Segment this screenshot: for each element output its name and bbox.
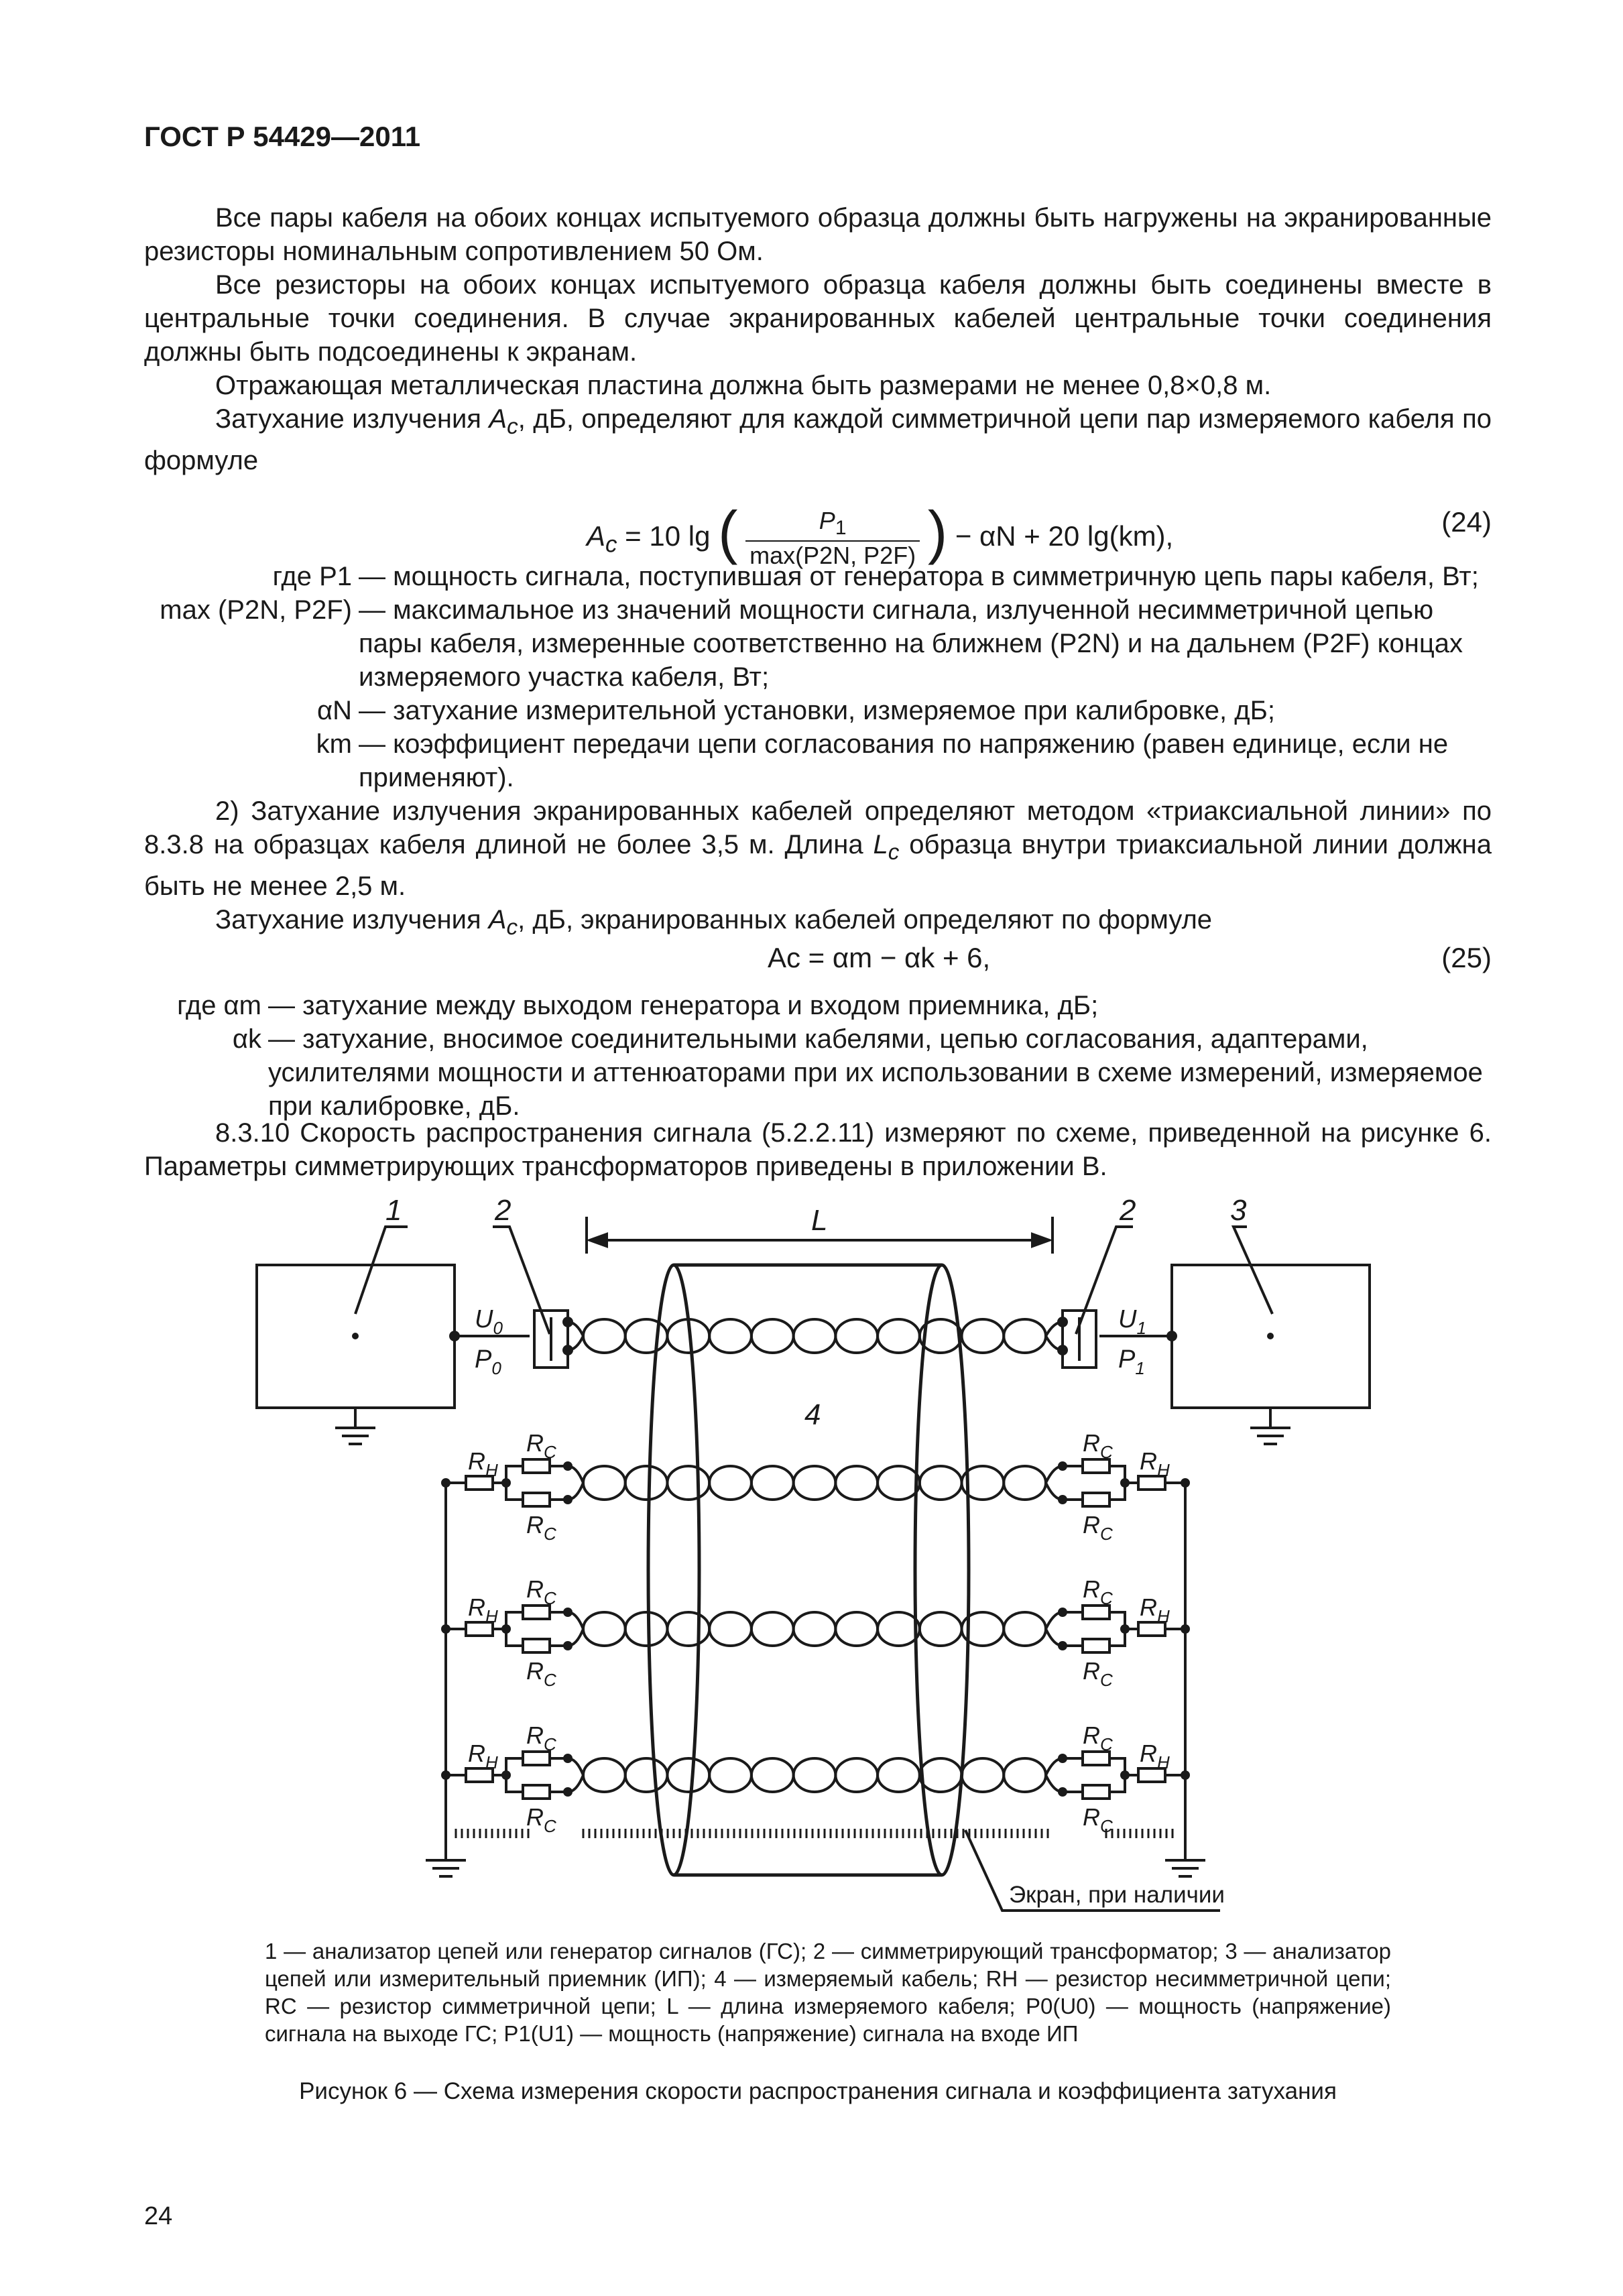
twisted-pair-segment xyxy=(835,1319,878,1353)
formula-24: $A_c = 10$ lg ( $P_1$ max(P2N, P2F) ) − αN + 20 lg(km), (24) xyxy=(587,499,1492,569)
twisted-pair-segment xyxy=(752,1319,794,1353)
twisted-pair-segment xyxy=(794,1758,836,1792)
label-2-left: 2 xyxy=(495,1194,512,1227)
twisted-pair-segment xyxy=(962,1758,1004,1792)
resistor-rc xyxy=(1083,1785,1109,1799)
twisted-pair-segment xyxy=(667,1758,709,1792)
twisted-pair-segment xyxy=(667,1612,709,1646)
twisted-pair-segment xyxy=(1004,1612,1046,1646)
twisted-pair-segment xyxy=(709,1758,752,1792)
resistor-label-rc: $R_C$ xyxy=(526,1721,556,1754)
terminal-dot xyxy=(1057,1345,1068,1355)
twisted-pair-segment xyxy=(1004,1758,1046,1792)
definition-item: αN — затухание измерительной установки, измеряемое при калибровке, дБ; xyxy=(316,696,1275,725)
terminal-dot xyxy=(563,1461,573,1471)
document-header: ГОСТ Р 54429—2011 xyxy=(144,121,421,152)
paragraph: Отражающая металлическая пластина должна быть размерами не менее 0,8×0,8 м. xyxy=(215,371,1272,400)
cable-shield-right-end xyxy=(915,1265,969,1875)
twisted-pair-segment xyxy=(583,1466,625,1500)
twisted-pair-segment xyxy=(920,1612,962,1646)
resistor-label-rc: $R_C$ xyxy=(1083,1575,1113,1608)
terminal-dot xyxy=(1058,1641,1067,1650)
twisted-pair-segment xyxy=(709,1319,752,1353)
definition-item: где P1 — мощность сигнала, поступившая от генератора в симметричную цепь пары кабеля, Вт; xyxy=(272,562,1479,591)
resistor-rc xyxy=(523,1785,550,1799)
svg-text:U1: $U_1$ xyxy=(1118,1305,1146,1338)
paragraph: 2) Затухание излучения экранированных кабелей определяют методом «триаксиальной линии» по 8.3.8 на образцах кабеля длиной не более 3,5 м. Длина $L_c$ образца внутри триаксиальной линии должна быть не менее 2,5 м. xyxy=(144,796,1492,901)
terminal-dot xyxy=(563,1787,573,1797)
terminal-dot xyxy=(1058,1461,1067,1471)
figure-legend: 1 — анализатор цепей или генератор сигналов (ГС); 2 — симметрирующий трансформатор; 3 — анализатор цепей или измерительный приемник (ИП); 4 — измеряемый кабель; RН — резистор несимметричной цепи; RС — резистор симметричной цепи; L — длина измеряемого кабеля; P0(U0) — мощность (напряжение) сигнала на выходе ГС; P1(U1) — мощность (напряжение) сигнала на входе ИП xyxy=(265,1939,1391,2046)
twisted-pair-segment xyxy=(625,1466,668,1500)
leader-line-1 xyxy=(355,1227,408,1314)
terminal-dot xyxy=(563,1495,573,1504)
definition-item: где αm — затухание между выходом генератора и входом приемника, дБ; xyxy=(177,991,1099,1020)
resistor-label-rh: $R_H$ xyxy=(1140,1740,1170,1772)
resistor-label-rh: $R_H$ xyxy=(468,1740,498,1772)
twisted-pair-segment xyxy=(878,1319,920,1353)
terminal-dot xyxy=(1181,1770,1190,1780)
ground-symbol-bottom-left xyxy=(426,1847,466,1876)
twisted-pair-segment xyxy=(667,1466,709,1500)
twisted-pair-segment xyxy=(583,1612,625,1646)
ground-symbol-bottom-right xyxy=(1165,1847,1205,1876)
resistor-label-rc: $R_C$ xyxy=(526,1575,556,1608)
terminal-dot xyxy=(501,1478,511,1488)
leader-line-3 xyxy=(1234,1227,1272,1314)
resistor-label-rh: $R_H$ xyxy=(1140,1593,1170,1626)
twisted-pair-segment xyxy=(583,1319,625,1353)
twisted-pair-segment xyxy=(835,1758,878,1792)
cable-shield-left-end xyxy=(648,1265,699,1875)
page-number: 24 xyxy=(144,2202,173,2230)
screen-label: Экран, при наличии xyxy=(1009,1882,1225,1908)
terminal-dot xyxy=(1057,1317,1068,1327)
paragraph: Затухание излучения $A_c$, дБ, экранированных кабелей определяют по формуле xyxy=(215,905,1213,940)
twisted-pair-segment xyxy=(794,1319,836,1353)
terminal-dot xyxy=(562,1345,573,1355)
pair-connector xyxy=(568,1758,583,1792)
label-L: L xyxy=(811,1204,828,1237)
twisted-pair-segment xyxy=(1004,1319,1046,1353)
resistor-label-rc: $R_C$ xyxy=(1083,1721,1113,1754)
resistor-label-rc: $R_C$ xyxy=(1083,1511,1113,1544)
svg-text:U0: $U_0$ xyxy=(475,1305,503,1338)
twisted-pair-segment xyxy=(878,1466,920,1500)
resistor-rc xyxy=(523,1493,550,1506)
twisted-pair-segment xyxy=(920,1758,962,1792)
resistor-label-rc: $R_C$ xyxy=(1083,1803,1113,1836)
ground-symbol-right xyxy=(1250,1408,1290,1444)
resistor-label-rh: $R_H$ xyxy=(1140,1447,1170,1480)
label-2-right: 2 xyxy=(1120,1194,1136,1227)
terminal-dot xyxy=(1181,1624,1190,1634)
twisted-pair-segment xyxy=(920,1466,962,1500)
cable-shield-body xyxy=(674,1265,942,1875)
resistor-label-rc: $R_C$ xyxy=(526,1803,556,1836)
screen-hatch xyxy=(456,1829,1173,1838)
terminal-dot xyxy=(1058,1787,1067,1797)
terminal-dot xyxy=(563,1641,573,1650)
terminal-dot xyxy=(1181,1478,1190,1488)
definition-item: αk — затухание, вносимое соединительными кабелями, цепью согласования, адаптерами, усилителями мощности и аттенюаторами при их использовании в схеме измерений, измеряемое при калибровке, дБ. xyxy=(232,1024,1483,1121)
formula-25: Ac = αm − αk + 6, (25) xyxy=(768,942,1492,973)
twisted-pair-segment xyxy=(625,1758,668,1792)
resistor-rc xyxy=(1083,1639,1109,1652)
paragraph: 8.3.10 Скорость распространения сигнала (5.2.2.11) измеряют по схеме, приведенной на рисунке 6. Параметры симметрирующих трансформаторов приведены в приложении В. xyxy=(144,1118,1492,1181)
twisted-pair-segment xyxy=(1004,1466,1046,1500)
paragraph: Все резисторы на обоих концах испытуемого образца кабеля должны быть соединены вместе в центральные точки соединения. В случае экранированных кабелей центральные точки соединения должны быть подсоединены к экранам. xyxy=(144,270,1492,367)
terminal-dot xyxy=(1058,1495,1067,1504)
resistor-rc xyxy=(523,1639,550,1652)
resistor-label-rh: $R_H$ xyxy=(468,1593,498,1626)
resistor-rc xyxy=(1083,1493,1109,1506)
definition-item: km — коэффициент передачи цепи согласования по напряжению (равен единице, если не применяют). xyxy=(316,729,1449,792)
svg-text:P1: $P_1$ xyxy=(1118,1345,1145,1378)
resistor-label-rc: $R_C$ xyxy=(526,1511,556,1544)
label-4: 4 xyxy=(804,1398,821,1431)
figure-caption: Рисунок 6 — Схема измерения скорости распространения сигнала и коэффициента затухания xyxy=(299,2078,1337,2104)
terminal-dot xyxy=(501,1770,511,1780)
definition-item: max (P2N, P2F) — максимальное из значений мощности сигнала, излученной несимметричной цепью пары кабеля, измеренные соответственно на ближнем (P2N) и на дальнем (P2F) концах измеряемого участка кабеля, Вт; xyxy=(160,595,1463,692)
paragraph: Затухание излучения $A_c$, дБ, определяют для каждой симметричной цепи пар измеряемого кабеля по формуле xyxy=(144,404,1492,475)
terminal-dot xyxy=(562,1317,573,1327)
terminal-dot xyxy=(1058,1608,1067,1617)
terminal-dot xyxy=(441,1624,450,1634)
terminal-dot xyxy=(1120,1770,1130,1780)
twisted-pair-segment xyxy=(794,1612,836,1646)
twisted-pair-segment xyxy=(962,1319,1004,1353)
terminal-dot xyxy=(563,1608,573,1617)
pair-connector xyxy=(1046,1612,1063,1646)
terminal-dot xyxy=(1120,1478,1130,1488)
resistor-label-rh: $R_H$ xyxy=(468,1447,498,1480)
ground-symbol-left xyxy=(335,1408,375,1444)
twisted-pair-segment xyxy=(709,1612,752,1646)
label-3: 3 xyxy=(1230,1194,1247,1227)
terminal-dot xyxy=(441,1478,450,1488)
label-1: 1 xyxy=(385,1194,402,1227)
twisted-pair-segment xyxy=(835,1612,878,1646)
terminal-dot xyxy=(441,1770,450,1780)
terminal-dot xyxy=(501,1624,511,1634)
twisted-pair-segment xyxy=(625,1319,668,1353)
twisted-pair-segment xyxy=(878,1758,920,1792)
resistor-label-rc: $R_C$ xyxy=(526,1429,556,1462)
twisted-pair-segment xyxy=(835,1466,878,1500)
twisted-pair-segment xyxy=(625,1612,668,1646)
resistor-label-rc: $R_C$ xyxy=(1083,1429,1113,1462)
resistor-label-rc: $R_C$ xyxy=(1083,1657,1113,1690)
terminal-dot xyxy=(1120,1624,1130,1634)
formula-number: (25) xyxy=(1441,942,1492,973)
pair-connector xyxy=(568,1612,583,1646)
twisted-pair-segment xyxy=(752,1612,794,1646)
twisted-pair-segment xyxy=(878,1612,920,1646)
twisted-pair-segment xyxy=(794,1466,836,1500)
twisted-pair-segment xyxy=(583,1758,625,1792)
svg-text:P0: $P_0$ xyxy=(475,1345,501,1378)
twisted-pair-segment xyxy=(752,1758,794,1792)
formula-number: (24) xyxy=(1441,506,1492,538)
twisted-pair-segment xyxy=(752,1466,794,1500)
terminal-dot xyxy=(563,1754,573,1763)
pair-connector xyxy=(568,1466,583,1500)
paragraph: Все пары кабеля на обоих концах испытуемого образца должны быть нагружены на экранированные резисторы номинальным сопротивлением 50 Ом. xyxy=(144,203,1492,266)
pair-connector xyxy=(1046,1758,1063,1792)
twisted-pair-segment xyxy=(709,1466,752,1500)
resistor-label-rc: $R_C$ xyxy=(526,1657,556,1690)
pair-connector xyxy=(1046,1466,1063,1500)
terminal-dot xyxy=(1058,1754,1067,1763)
